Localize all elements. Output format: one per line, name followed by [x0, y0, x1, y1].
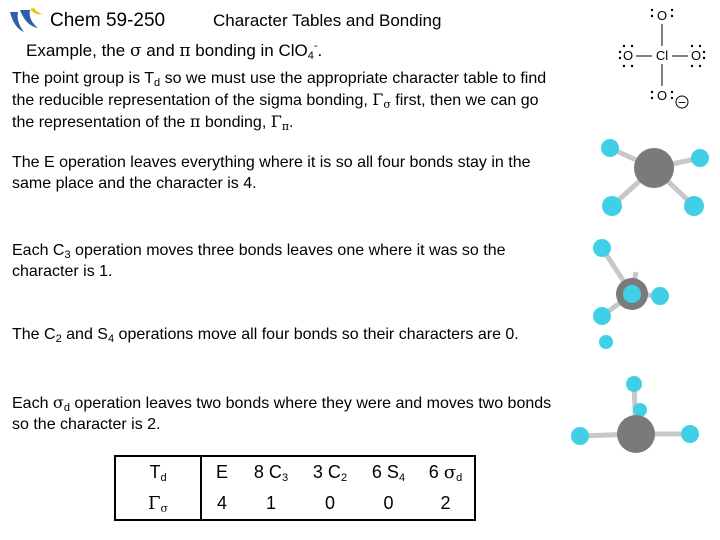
slide-topic: Character Tables and Bonding	[213, 11, 442, 30]
molecule-model-sigma-d	[560, 372, 710, 472]
oxygen-atom	[684, 196, 704, 216]
op-c3: 8 $C_3$	[253, 462, 289, 484]
paragraph-c3-operation: Each $C_3$ operation moves three bonds leaves one where it was so the character is 1.	[12, 242, 506, 280]
lewis-structure	[612, 6, 716, 110]
op-e: E	[215, 462, 228, 482]
oxygen-atom	[593, 239, 611, 257]
char-sigma-d: 2	[440, 493, 451, 513]
oxygen-atom-back	[633, 403, 647, 417]
table-row-gamma-sigma	[115, 488, 475, 520]
char-s4: 0	[383, 493, 394, 513]
chlorine-atom	[634, 148, 674, 188]
lewis-oxygen-right: O	[690, 48, 702, 63]
table-row-operations	[115, 456, 475, 488]
op-s4: 6 $S_4$	[371, 462, 406, 484]
charge-sign: −	[677, 96, 687, 109]
char-c3: 1	[265, 493, 276, 513]
lewis-oxygen-left: O	[622, 48, 634, 63]
oxygen-atom	[571, 427, 589, 445]
course-title: Chem 59-250	[50, 10, 166, 31]
paragraph-c2-s4-operations: The $C_2$ and $S_4$ operations move all four bonds so their characters are 0.	[12, 326, 519, 345]
oxygen-atom	[626, 376, 642, 392]
gamma-sigma-label: $\Gamma_\sigma$	[115, 488, 201, 520]
oxygen-atom	[601, 139, 619, 157]
character-table	[114, 455, 476, 521]
paragraph-point-group: The point group is $T_d$ so we must use the appropriate character table to find the reducible representation of the sigma bonding, $\Gamma_\sigma$ first, then we can go the representation of the π bonding, $\Gamma_\pi$.	[12, 70, 547, 133]
slide-subtitle: Example, the σ and π bonding in ClO$_4$-.	[26, 40, 323, 62]
paragraph-e-operation: The E operation leaves everything where it is so all four bonds stay in the same place and the character is 4.	[12, 154, 531, 192]
oxygen-atom	[691, 149, 709, 167]
oxygen-atom	[681, 425, 699, 443]
char-c2: 0	[324, 493, 335, 513]
paragraph-sigma-d-operation: Each $\sigma_d$ operation leaves two bonds where they were and moves two bonds so the character is 2.	[12, 393, 552, 433]
lewis-chlorine: Cl	[655, 48, 669, 63]
chlorine-atom	[617, 415, 655, 453]
lewis-oxygen-bottom: O	[656, 88, 668, 103]
oxygen-atom	[599, 335, 613, 349]
oxygen-atom	[602, 196, 622, 216]
university-logo	[4, 6, 44, 36]
char-e: 4	[216, 493, 227, 513]
molecule-model-e	[590, 138, 720, 226]
op-sigma-d: 6 $\sigma_d$	[428, 462, 463, 484]
lewis-oxygen-top: O	[656, 8, 668, 23]
op-c2: 3 $C_2$	[312, 462, 348, 484]
point-group-label: $T_d$	[115, 456, 201, 488]
molecule-model-c2-s4	[586, 296, 646, 356]
oxygen-atom	[651, 287, 669, 305]
